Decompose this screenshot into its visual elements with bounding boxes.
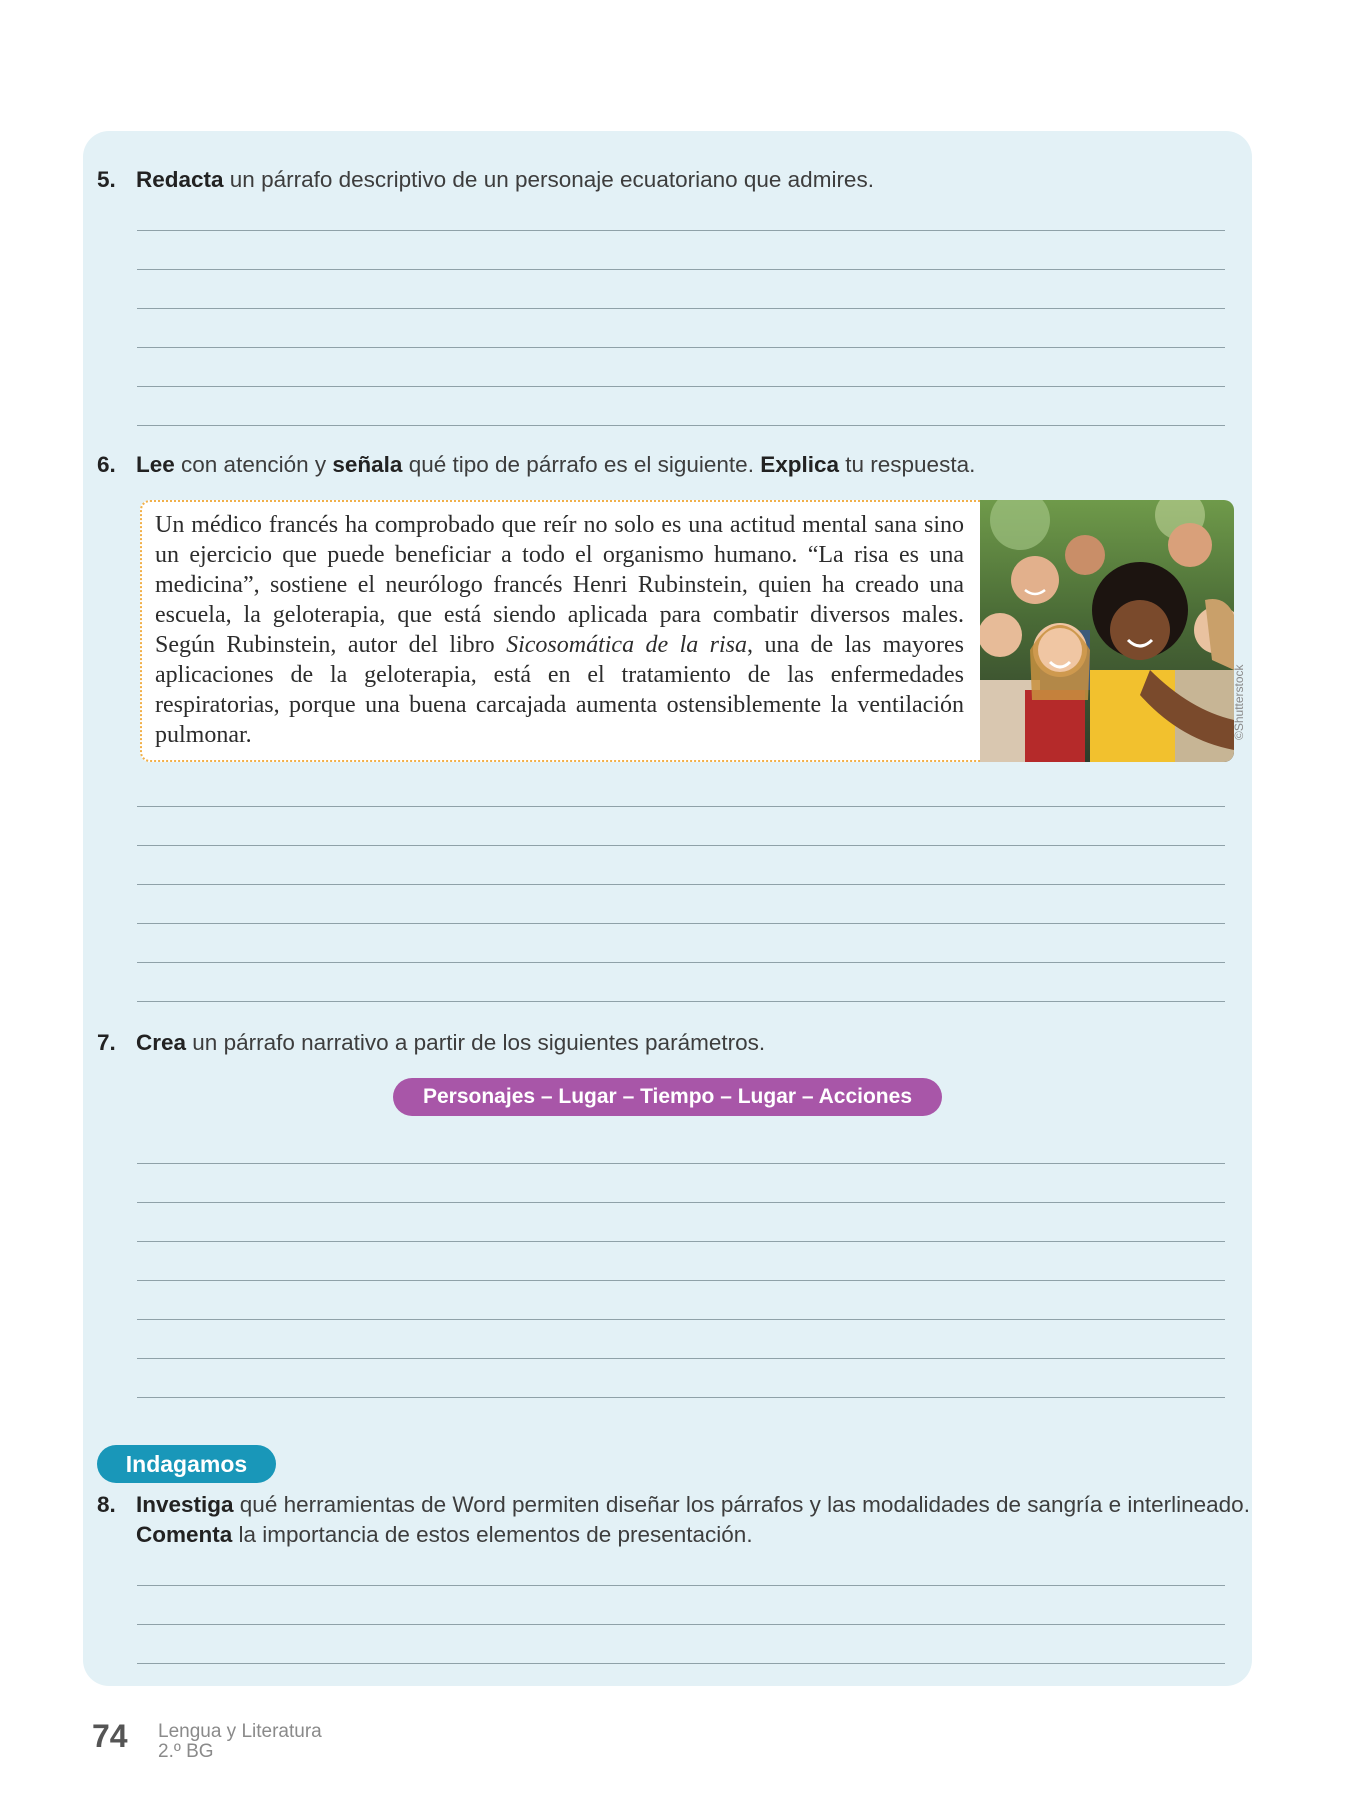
writing-line[interactable]	[137, 1624, 1225, 1625]
book-title: Sicosomática de la risa	[506, 632, 748, 658]
writing-line[interactable]	[137, 269, 1225, 270]
section-tag-indagamos: Indagamos	[97, 1445, 276, 1483]
instruction-verb: Investiga	[136, 1492, 234, 1517]
photo-credit: ©Shutterstock	[1232, 664, 1246, 740]
writing-line[interactable]	[137, 1241, 1225, 1242]
instruction-rest: qué herramientas de Word permiten diseñar los párrafos y las modalidades de sangría e interlineado.	[233, 1492, 1250, 1517]
writing-line[interactable]	[137, 1001, 1225, 1002]
writing-line[interactable]	[137, 1280, 1225, 1281]
writing-line[interactable]	[137, 962, 1225, 963]
instruction-rest: tu respuesta.	[839, 452, 976, 477]
instruction-verb: Crea	[136, 1030, 187, 1055]
instruction-rest: un párrafo narrativo a partir de los siguientes parámetros.	[186, 1030, 766, 1055]
writing-line[interactable]	[137, 845, 1225, 846]
reading-text: , una de las mayores aplicaciones de la geloterapia, está en el tratamiento de las enfermedades respiratorias, porque una buena carcajada aumenta ostensiblemente la ventilación pulmonar.	[155, 632, 964, 748]
question-number: 6.	[97, 452, 116, 477]
question-number: 7.	[97, 1030, 116, 1055]
instruction-verb: Redacta	[136, 167, 224, 192]
writing-line[interactable]	[137, 386, 1225, 387]
question-text	[136, 165, 874, 195]
writing-line[interactable]	[137, 347, 1225, 348]
question-number: 5.	[97, 167, 116, 192]
writing-line[interactable]	[137, 1397, 1225, 1398]
grade-level: 2.º BG	[158, 1741, 214, 1762]
writing-line[interactable]	[137, 230, 1225, 231]
instruction-verb: Lee	[136, 452, 175, 477]
writing-line[interactable]	[137, 308, 1225, 309]
subject-name: Lengua y Literatura	[158, 1721, 322, 1742]
question-text	[136, 450, 975, 480]
instruction-rest: la importancia de estos elementos de presentación.	[232, 1522, 753, 1547]
instruction-verb: Explica	[760, 452, 839, 477]
writing-line[interactable]	[137, 1202, 1225, 1203]
instruction-verb: señala	[332, 452, 403, 477]
writing-line[interactable]	[137, 1163, 1225, 1164]
question-text	[136, 1028, 765, 1058]
question-text	[136, 1520, 753, 1550]
instruction-verb: Comenta	[136, 1522, 233, 1547]
writing-line[interactable]	[137, 1358, 1225, 1359]
instruction-rest: un párrafo descriptivo de un personaje ecuatoriano que admires.	[223, 167, 874, 192]
instruction-rest: con atención y	[174, 452, 333, 477]
parameters-pill: Personajes – Lugar – Tiempo – Lugar – Acciones	[393, 1078, 942, 1116]
writing-line[interactable]	[137, 1585, 1225, 1586]
writing-line[interactable]	[137, 806, 1225, 807]
writing-line[interactable]	[137, 884, 1225, 885]
reading-paragraph	[155, 510, 964, 750]
instruction-rest: qué tipo de párrafo es el siguiente.	[402, 452, 761, 477]
writing-line[interactable]	[137, 923, 1225, 924]
writing-line[interactable]	[137, 425, 1225, 426]
writing-line[interactable]	[137, 1319, 1225, 1320]
reading-text: Un médico francés ha comprobado que reír no solo es una actitud mental sana sino un ejercicio que puede beneficiar a todo el organismo humano. “La risa es una medicina”, sostiene el neurólogo francés Henri Rubinstein, quien ha creado una escuela, la geloterapia, que está siendo aplicada para combatir diversos males. Según Rubinstein, autor del libro	[155, 512, 964, 658]
photo-illustration	[980, 500, 1234, 762]
question-text	[136, 1490, 1250, 1520]
question-number: 8.	[97, 1492, 116, 1517]
page-number: 74	[92, 1718, 128, 1754]
group-selfie-photo	[980, 500, 1234, 762]
writing-line[interactable]	[137, 1663, 1225, 1664]
footer-subject	[158, 1722, 322, 1762]
